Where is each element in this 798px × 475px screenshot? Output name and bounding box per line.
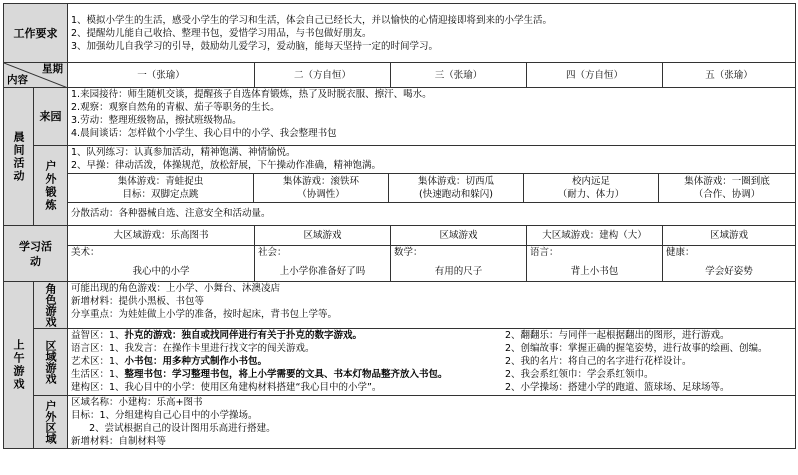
study-activity-label: 学习活动	[4, 226, 68, 282]
day-header-fri: 五（张瑜）	[663, 63, 796, 88]
arrival-item: 1.来园接待：师生随机交谈，提醒孩子自选体育锻炼，热了及时脱衣服、擦汗、喝水。	[71, 89, 432, 100]
arrival-row	[4, 88, 796, 146]
area-game-content	[68, 329, 796, 396]
outdoor-area-label: 户外区域	[34, 396, 68, 449]
role-play-item: 可能出现的角色游戏：上小学、小舞台、沐澳凌店	[71, 283, 281, 294]
area-game-item: 建构区：1、我心目中的小学：使用区角建构材料搭建“我心目中的小学”。	[71, 382, 382, 393]
collective-games-grid	[68, 174, 795, 203]
corner-cell	[4, 63, 68, 88]
role-play-content	[68, 282, 796, 329]
study-area-tue: 区域游戏	[255, 226, 391, 246]
weekly-plan-table	[3, 3, 796, 449]
outdoor-exercise-item: 2、早操：律动活泼，体操规范，放松舒展，下午操动作准确，精神饱满。	[71, 160, 382, 171]
study-area-mon: 大区域游戏：乐高图书	[68, 226, 255, 246]
study-area-fri: 区域游戏	[663, 226, 796, 246]
role-play-row	[4, 282, 796, 329]
study-subject-fri: 健康： 学会好姿势	[663, 246, 796, 282]
weekly-plan-sheet	[3, 3, 795, 469]
area-game-item: 2、我的名片：将自己的名字进行花样设计。	[505, 356, 692, 367]
morning-activity-label: 晨间活动	[4, 88, 34, 226]
study-subject-thu: 语言： 背上小书包	[527, 246, 663, 282]
day-header-wed: 三（张瑜）	[391, 63, 527, 88]
study-subject-mon: 美术： 我心中的小学	[68, 246, 255, 282]
work-requirement-item: 1、模拟小学生的生活，感受小学生的学习和生活，体会自己已经长大，并以愉快的心情迎接即将到来的小学生活。	[71, 14, 553, 26]
outdoor-exercise-row-a	[4, 146, 796, 174]
outdoor-area-row	[4, 396, 796, 449]
area-game-item: 语言区：1、我发言：在操作卡里进行找文字的闯关游戏。	[71, 343, 315, 354]
outdoor-exercise-label: 户外锻炼	[34, 146, 68, 226]
outdoor-area-item: 2、尝试根据自己的设计图用乐高进行搭建。	[71, 423, 276, 434]
area-game-item: 2、创编故事：掌握正确的握笔姿势，进行故事的绘画、创编。	[505, 343, 768, 354]
study-subject-wed: 数学： 有用的尺子	[391, 246, 527, 282]
area-game-item: 2、我会系红领巾：学会系红领巾。	[505, 369, 654, 380]
area-game-item: 生活区：1、整理书包：学习整理书包，将上小学需要的文具、书本灯物品整齐放入书包。	[71, 369, 448, 380]
arrival-label: 来园	[34, 88, 68, 146]
area-game-right	[505, 329, 792, 394]
area-game-label: 区域游戏	[34, 329, 68, 396]
corner-content-label: 内容	[7, 74, 28, 86]
study-area-row	[4, 226, 796, 246]
day-header-thu: 四（方自恒）	[527, 63, 663, 88]
area-game-item: 2、小学操场：搭建小学的跑道、篮球场、足球场等。	[505, 382, 730, 393]
outdoor-area-item: 新增材料：自制材料等	[71, 436, 167, 447]
game-mon: 集体游戏：青蛙捉虫 目标：双脚定点跳	[68, 174, 254, 202]
outdoor-area-content	[68, 396, 796, 449]
work-requirements-row	[4, 4, 796, 63]
area-game-item: 艺术区：1、小书包：用多种方式制作小书包。	[71, 356, 268, 367]
study-subject-row	[4, 246, 796, 282]
outdoor-games-block	[68, 174, 796, 226]
outdoor-free-activity: 分散活动：各种器械自选、注意安全和活动量。	[71, 208, 271, 219]
work-requirements-label: 工作要求	[4, 4, 68, 63]
corner-weekday-label: 星期	[42, 63, 63, 75]
game-wed: 集体游戏：切西瓜 (快速跑动和躲闪)	[389, 174, 524, 202]
area-game-row	[4, 329, 796, 396]
outdoor-area-item: 目标：1、分组建构自己心目中的小学操场。	[71, 410, 258, 421]
area-game-item: 2、翻翻乐：与同伴一起根据翻出的图形，进行游戏。	[505, 330, 730, 341]
arrival-item: 4.晨间谈话：怎样做个小学生、我心目中的小学、我会整理书包	[71, 128, 337, 139]
day-header-tue: 二（方自恒）	[255, 63, 391, 88]
arrival-item: 3.劳动：整理班级物品，擦拭班级物品。	[71, 115, 242, 126]
game-thu: 校内远足 （耐力、体力）	[524, 174, 659, 202]
work-requirement-item: 2、提醒幼儿能自己收拾、整理书包，爱惜学习用品，与书包做好朋友。	[71, 27, 372, 39]
role-play-item: 新增材料：提供小黑板、书包等	[71, 296, 205, 307]
game-fri: 集体游戏：一圈到底 （合作、协调）	[684, 176, 770, 200]
study-area-wed: 区域游戏	[391, 226, 527, 246]
arrival-content	[68, 88, 796, 146]
work-requirements-content	[68, 4, 796, 63]
outdoor-exercise-item: 1、队列练习：认真参加活动，精神饱满、神情愉悦。	[71, 147, 296, 158]
area-game-item: 益智区：1、扑克的游戏：独自或找同伴进行有关于扑克的数字游戏。	[71, 330, 363, 341]
forenoon-game-label: 上午游戏	[4, 282, 34, 449]
role-play-item: 分享重点：为娃娃做上小学的准备，按时起床，背书包上学等。	[71, 309, 338, 320]
day-header-mon: 一（张瑜）	[68, 63, 255, 88]
day-header-row	[4, 63, 796, 88]
arrival-item: 2.观察：观察自然角的青椒、茄子等职务的生长。	[71, 102, 280, 113]
study-subject-tue: 社会： 上小学你准备好了吗	[255, 246, 391, 282]
role-play-label: 角色游戏	[34, 282, 68, 329]
outdoor-area-item: 区域名称：小建构：乐高+图书	[71, 397, 203, 408]
game-tue: 集体游戏：滚铁环 （协调性）	[254, 174, 389, 202]
outdoor-exercise-row-b	[4, 174, 796, 226]
outdoor-exercise-lines	[68, 146, 796, 174]
work-requirement-item: 3、加强幼儿自我学习的引导，鼓励幼儿爱学习，爱动脑，能每天坚持一定的时间学习。	[71, 40, 439, 52]
area-game-left	[71, 329, 505, 394]
study-area-thu: 大区域游戏：建构（大）	[527, 226, 663, 246]
